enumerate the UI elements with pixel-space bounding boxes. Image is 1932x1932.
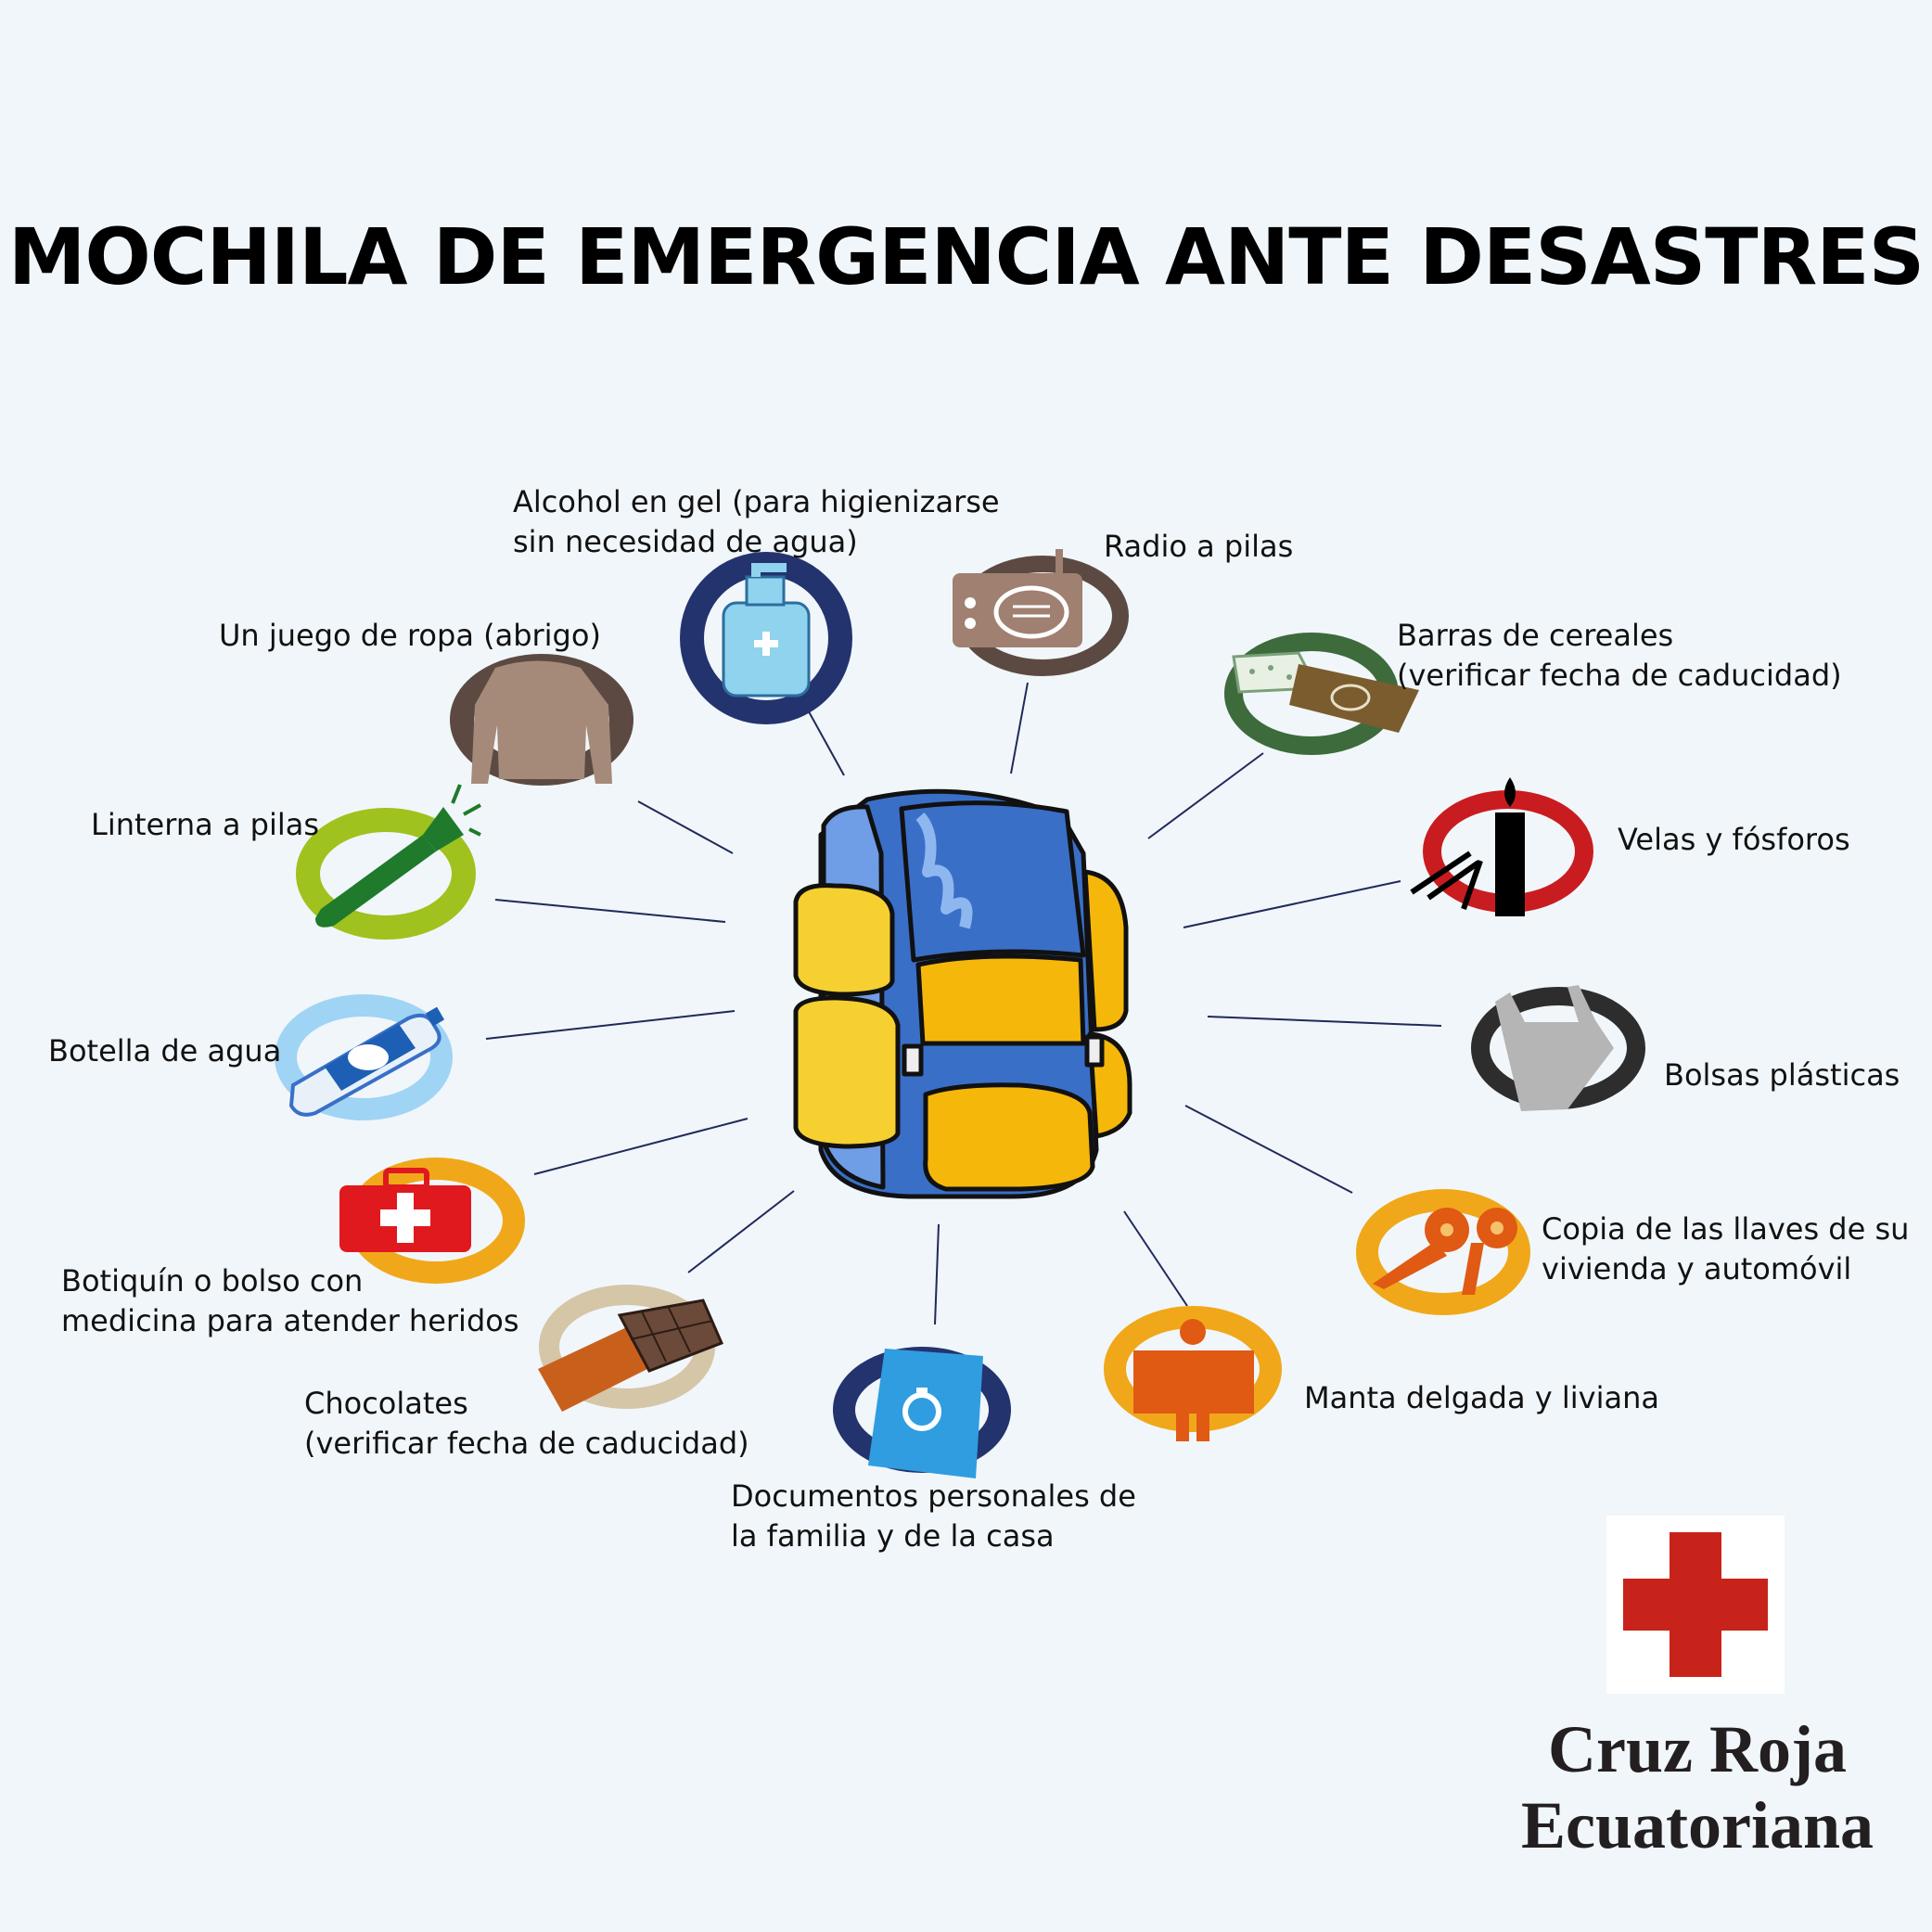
- label-documentos: [731, 1477, 1136, 1556]
- label-alcohol-line1: Alcohol en gel (para higienizarse: [513, 484, 1000, 519]
- label-ropa: [219, 616, 601, 656]
- label-botiquin-line1: Botiquín o bolso con: [61, 1263, 364, 1299]
- keys-icon: [1367, 1200, 1519, 1304]
- label-barras-line1: Barras de cereales: [1397, 618, 1674, 653]
- label-botiquin-line2: medicina para atender heridos: [61, 1303, 519, 1338]
- connector-velas: [1184, 881, 1401, 928]
- water-bottle-icon: [286, 1005, 444, 1115]
- brand-line2: Ecuatoriana: [1520, 1788, 1874, 1862]
- red-cross-icon: [1606, 1516, 1785, 1694]
- connector-linterna: [495, 900, 725, 922]
- plastic-bag-icon: [1480, 985, 1636, 1111]
- label-alcohol-line2: sin necesidad de agua): [513, 524, 858, 559]
- connector-alcohol: [805, 705, 844, 775]
- label-llaves-line1: Copia de las llaves de su: [1542, 1211, 1910, 1247]
- candle-matches-icon: [1412, 777, 1584, 916]
- jacket-icon: [462, 661, 621, 785]
- label-barras: [1397, 616, 1842, 696]
- label-alcohol: [513, 482, 1000, 562]
- connector-chocolates: [688, 1191, 794, 1273]
- label-bolsas: [1664, 1056, 1900, 1095]
- connector-botiquin: [534, 1119, 748, 1174]
- label-manta: [1304, 1378, 1659, 1418]
- connector-barras: [1148, 753, 1263, 838]
- connector-manta: [1124, 1211, 1187, 1306]
- connector-radio: [1011, 683, 1028, 774]
- radio-icon: [953, 549, 1120, 668]
- connector-ropa: [638, 801, 733, 853]
- blanket-icon: [1115, 1317, 1271, 1441]
- label-velas-line1: Velas y fósforos: [1618, 822, 1850, 857]
- connector-documentos: [935, 1224, 939, 1324]
- label-manta-line1: Manta delgada y liviana: [1304, 1380, 1659, 1415]
- label-ropa-line1: Un juego de ropa (abrigo): [219, 618, 601, 653]
- label-chocolates-line2: (verificar fecha de caducidad): [304, 1426, 749, 1461]
- first-aid-kit-icon: [339, 1169, 514, 1273]
- brand-name: [1512, 1711, 1883, 1863]
- hand-sanitizer-icon: [692, 564, 840, 712]
- label-botella: [48, 1031, 281, 1071]
- label-barras-line2: (verificar fecha de caducidad): [1397, 658, 1842, 693]
- label-botella-line1: Botella de agua: [48, 1033, 282, 1068]
- label-linterna: [91, 805, 319, 845]
- connector-botella: [486, 1011, 735, 1039]
- label-botiquin: [61, 1261, 519, 1341]
- label-llaves: [1542, 1209, 1909, 1289]
- label-chocolates: [304, 1384, 749, 1464]
- flashlight-icon: [308, 785, 480, 928]
- label-documentos-line2: la familia y de la casa: [731, 1518, 1055, 1554]
- label-chocolates-line1: Chocolates: [304, 1386, 468, 1421]
- connector-llaves: [1185, 1106, 1352, 1193]
- label-documentos-line1: Documentos personales de: [731, 1478, 1136, 1514]
- label-llaves-line2: vivienda y automóvil: [1542, 1251, 1852, 1286]
- backpack-icon: [796, 791, 1130, 1196]
- label-linterna-line1: Linterna a pilas: [91, 807, 320, 842]
- label-bolsas-line1: Bolsas plásticas: [1664, 1057, 1900, 1093]
- cereal-bar-icon: [1234, 642, 1419, 746]
- documents-icon: [844, 1349, 1000, 1478]
- page-title: MOCHILA DE EMERGENCIA ANTE DESASTRES: [7, 211, 1925, 302]
- label-radio: [1104, 527, 1293, 567]
- label-radio-line1: Radio a pilas: [1104, 529, 1294, 564]
- connector-bolsas: [1208, 1017, 1441, 1026]
- brand-line1: Cruz Roja: [1548, 1712, 1847, 1786]
- label-velas: [1618, 820, 1850, 860]
